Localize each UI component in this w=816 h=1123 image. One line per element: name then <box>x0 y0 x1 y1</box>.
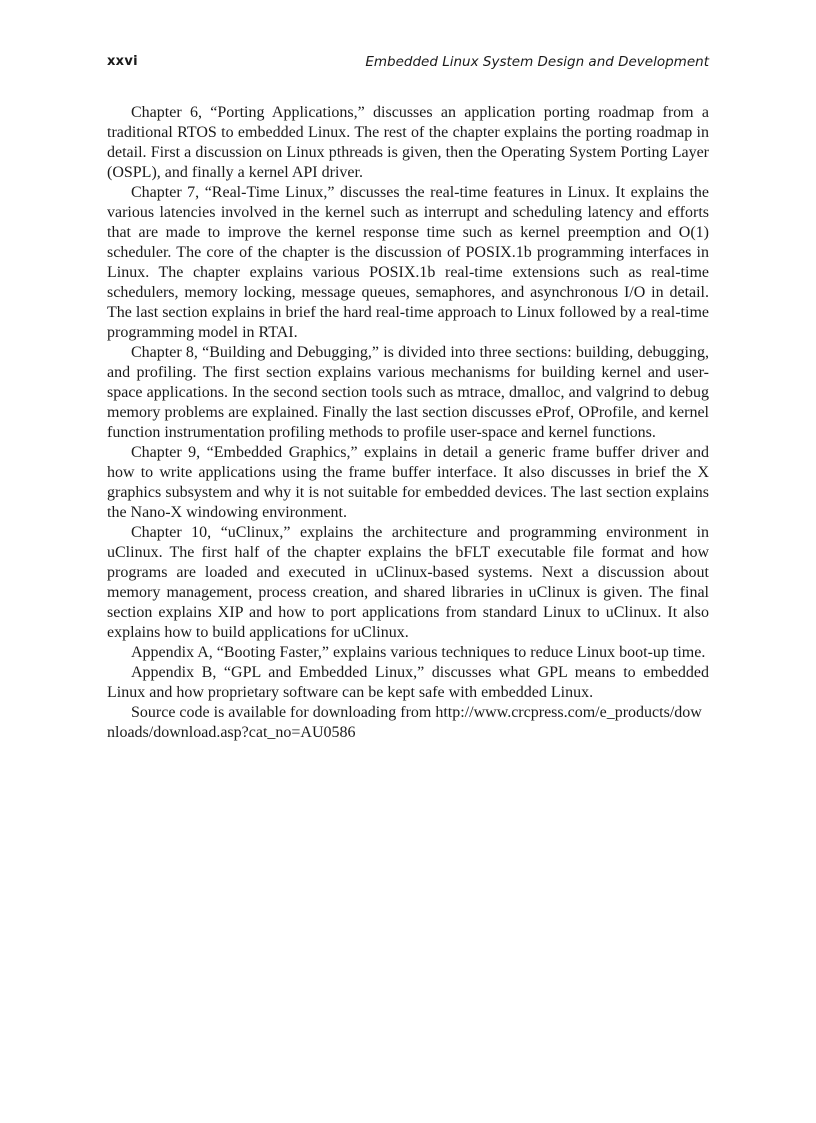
running-title: Embedded Linux System Design and Development <box>365 54 709 70</box>
paragraph-chapter-8: Chapter 8, “Building and Debugging,” is divided into three sections: building, debugging, and profiling. The first section explains various mechanisms for building kernel and user-space applications. In the second section tools such as mtrace, dmalloc, and valgrind to debug memory problems are explained. Finally the last section discusses eProf, OProfile, and kernel function instrumentation profiling methods to profile user-space and kernel functions. <box>107 344 709 441</box>
paragraph-chapter-7: Chapter 7, “Real-Time Linux,” discusses the real-time features in Linux. It explains the various latencies involved in the kernel such as interrupt and scheduling latency and efforts that are made to improve the kernel response time such as kernel preemption and O(1) scheduler. The core of the chapter is the discussion of POSIX.1b programming interfaces in Linux. The chapter explains various POSIX.1b real-time extensions such as real-time schedulers, memory locking, message queues, semaphores, and asynchronous I/O in detail. The last section explains in brief the hard real-time approach to Linux followed by a real-time programming model in RTAI. <box>107 184 709 341</box>
body-text <box>107 103 709 743</box>
paragraph-chapter-9: Chapter 9, “Embedded Graphics,” explains in detail a generic frame buffer driver and how to write applications using the frame buffer interface. It also discusses in brief the X graphics subsystem and why it is not suitable for embedded devices. The last section explains the Nano-X windowing environment. <box>107 444 709 521</box>
paragraph-chapter-10: Chapter 10, “uClinux,” explains the architecture and programming environment in uClinux. The first half of the chapter explains the bFLT executable file format and how programs are loaded and executed in uClinux-based systems. Next a discussion about memory management, process creation, and shared libraries in uClinux is given. The final section explains XIP and how to port applications from standard Linux to uClinux. It also explains how to build applications for uClinux. <box>107 524 709 641</box>
paragraph-appendix-a: Appendix A, “Booting Faster,” explains various techniques to reduce Linux boot-up time. <box>131 644 706 661</box>
paragraph-source-code: Source code is available for downloading from http://www.crcpress.com/e_products/downloads/download.asp?cat_no=AU0586 <box>107 704 702 741</box>
paragraph-chapter-6: Chapter 6, “Porting Applications,” discusses an application porting roadmap from a traditional RTOS to embedded Linux. The rest of the chapter explains the porting roadmap in detail. First a discussion on Linux pthreads is given, then the Operating System Porting Layer (OSPL), and finally a kernel API driver. <box>107 104 709 181</box>
running-header <box>107 54 709 76</box>
paragraph-appendix-b: Appendix B, “GPL and Embedded Linux,” discusses what GPL means to embedded Linux and how proprietary software can be kept safe with embedded Linux. <box>107 664 709 701</box>
page-number: xxvi <box>107 54 138 69</box>
